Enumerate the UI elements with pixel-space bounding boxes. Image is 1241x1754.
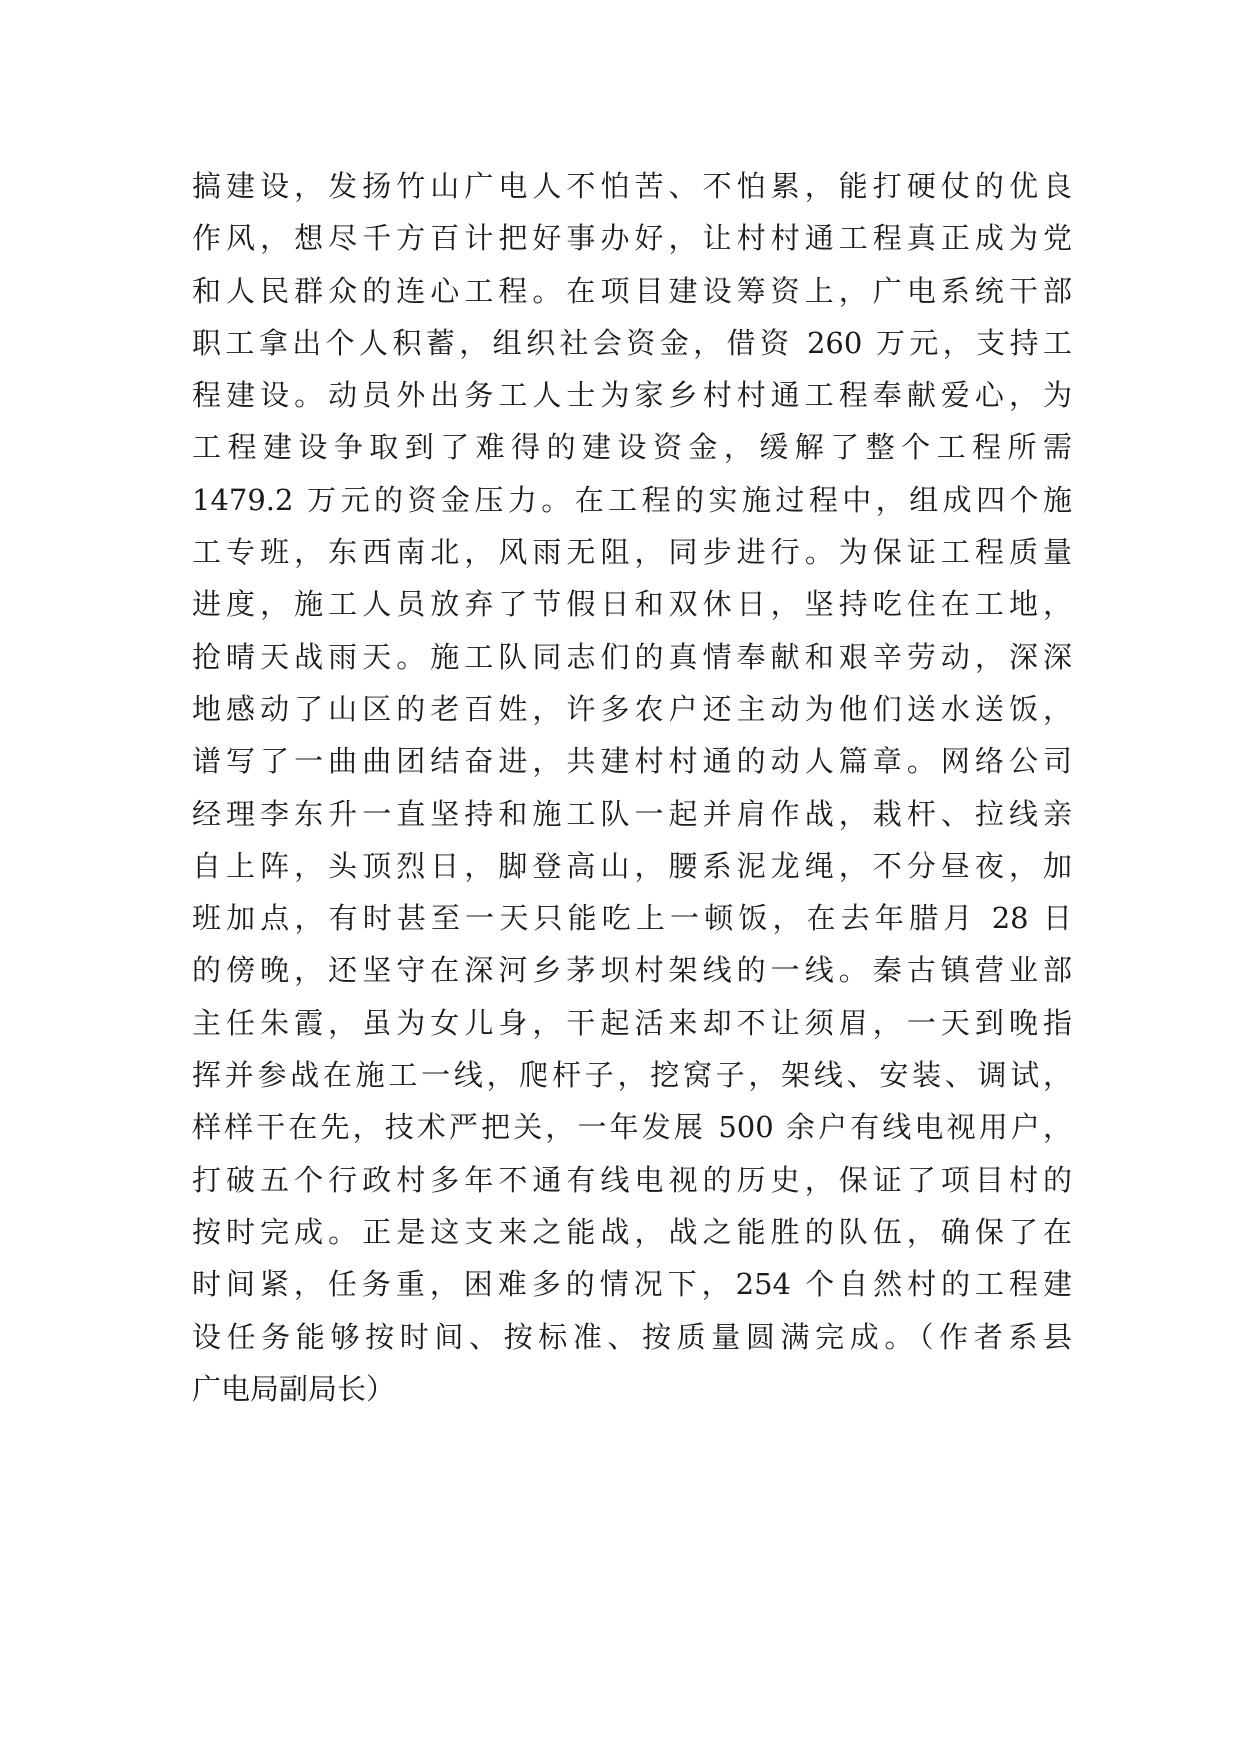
paragraph-line: 挥并参战在施工一线，爬杆子，挖窝子，架线、安装、调试， [192, 1058, 1072, 1093]
paragraph-line: 主任朱霞，虽为女儿身，干起活来却不让须眉，一天到晚指 [192, 1005, 1072, 1040]
paragraph-line: 样样干在先，技术严把关，一年发展 500 余户有线电视用户， [192, 1110, 1072, 1145]
paragraph-line: 按时完成。正是这支来之能战，战之能胜的队伍，确保了在 [192, 1214, 1072, 1249]
paragraph-line: 抢晴天战雨天。施工队同志们的真情奉献和艰辛劳动，深深 [192, 639, 1072, 674]
paragraph-line: 自上阵，头顶烈日，脚登高山，腰系泥龙绳，不分昼夜，加 [192, 848, 1072, 883]
paragraph-line: 程建设。动员外出务工人士为家乡村村通工程奉献爱心，为 [192, 378, 1072, 413]
paragraph-line: 地感动了山区的老百姓，许多农户还主动为他们送水送饭， [192, 691, 1072, 726]
paragraph-line: 工程建设争取到了难得的建设资金，缓解了整个工程所需 [192, 430, 1072, 465]
paragraph-line: 广电局副局长） [192, 1371, 396, 1406]
paragraph-line: 搞建设，发扬竹山广电人不怕苦、不怕累，能打硬仗的优良 [192, 169, 1072, 203]
paragraph-line: 打破五个行政村多年不通有线电视的历史，保证了项目村的 [192, 1162, 1072, 1197]
paragraph-line: 时间紧，任务重，困难多的情况下，254 个自然村的工程建 [192, 1267, 1072, 1302]
paragraph-line: 经理李东升一直坚持和施工队一起并肩作战，栽杆、拉线亲 [192, 796, 1072, 831]
paragraph-line: 1479.2 万元的资金压力。在工程的实施过程中，组成四个施 [192, 482, 1072, 517]
paragraph-line: 工专班，东西南北，风雨无阻，同步进行。为保证工程质量 [192, 535, 1072, 570]
paragraph-line: 和人民群众的连心工程。在项目建设筹资上，广电系统干部 [192, 273, 1072, 308]
paragraph-line: 班加点，有时甚至一天只能吃上一顿饭，在去年腊月 28 日 [192, 901, 1072, 936]
paragraph-line: 作风，想尽千方百计把好事办好，让村村通工程真正成为党 [192, 221, 1072, 256]
paragraph-line: 谱写了一曲曲团结奋进，共建村村通的动人篇章。网络公司 [192, 744, 1072, 779]
paragraph-line: 设任务能够按时间、按标准、按质量圆满完成。（作者系县 [192, 1319, 1072, 1354]
paragraph-line: 的傍晚，还坚守在深河乡茅坝村架线的一线。秦古镇营业部 [192, 953, 1072, 988]
paragraph-line: 职工拿出个人积蓄，组织社会资金，借资 260 万元，支持工 [192, 325, 1072, 360]
paragraph-line: 进度，施工人员放弃了节假日和双休日，坚持吃住在工地， [192, 587, 1072, 622]
article-body [192, 160, 1072, 1415]
